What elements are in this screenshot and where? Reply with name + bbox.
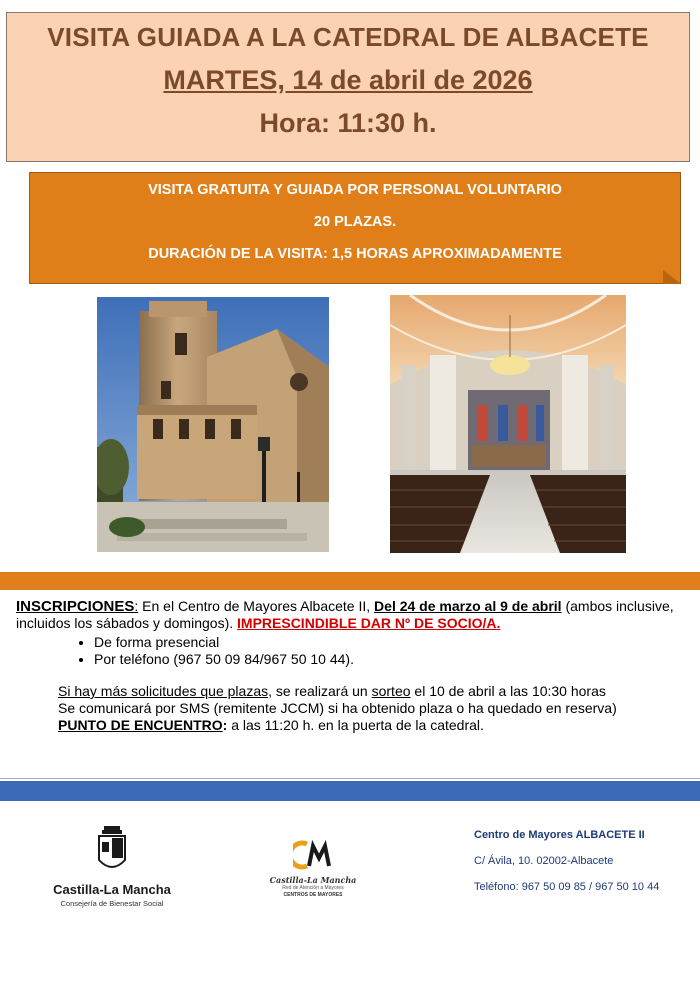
contact-address: C/ Ávila, 10. 02002-Albacete bbox=[474, 855, 614, 867]
lottery-line bbox=[58, 683, 692, 700]
list-item: • De forma presencial bbox=[94, 634, 692, 651]
title-box bbox=[6, 12, 690, 162]
registration-text-b: (ambos inclusive, incluidos los sábados y domingos). bbox=[16, 598, 674, 631]
cm-name: Castilla-La Mancha bbox=[269, 875, 357, 885]
clm-name: Castilla-La Mancha bbox=[53, 882, 171, 897]
cathedral-interior-photo bbox=[390, 295, 626, 553]
coat-of-arms-icon bbox=[97, 826, 127, 874]
event-title: VISITA GUIADA A LA CATEDRAL DE ALBACETE bbox=[47, 22, 649, 52]
clm-department: Consejería de Bienestar Social bbox=[60, 899, 164, 908]
info-free-guided: VISITA GRATUITA Y GUIADA POR PERSONAL VOLUNTARIO bbox=[148, 182, 562, 198]
event-time: Hora: 11:30 h. bbox=[259, 108, 437, 138]
divider-bar-blue bbox=[0, 781, 700, 801]
registration-heading-colon: : bbox=[134, 598, 139, 614]
registration-section bbox=[16, 598, 692, 734]
cm-centers: CENTROS DE MAYORES bbox=[283, 892, 343, 898]
lottery-word: sorteo bbox=[371, 683, 411, 699]
list-item: • Por teléfono (967 50 09 84/967 50 10 44). bbox=[94, 651, 692, 668]
divider-bar-orange bbox=[0, 572, 700, 590]
contact-info bbox=[474, 829, 694, 893]
meeting-point-colon: : bbox=[222, 717, 228, 733]
cm-logo-icon bbox=[293, 838, 333, 870]
event-date: MARTES, 14 de abril de 2026 bbox=[163, 65, 533, 95]
registration-methods bbox=[16, 634, 692, 668]
sms-note: Se comunicará por SMS (remitente JCCM) si ha obtenido plaza o ha quedado en reserva) bbox=[58, 700, 617, 716]
meeting-point-text: a las 11:20 h. en la puerta de la catedral. bbox=[227, 717, 484, 733]
centros-mayores-logo bbox=[268, 838, 358, 908]
member-number-required: IMPRESCINDIBLE DAR Nº DE SOCIO/A. bbox=[237, 615, 501, 631]
cm-network: Red de Atención a Mayores bbox=[282, 885, 344, 891]
registration-dates: Del 24 de marzo al 9 de abril bbox=[374, 598, 562, 614]
page-fold-corner bbox=[663, 270, 681, 284]
lottery-info bbox=[58, 683, 692, 734]
registration-paragraph bbox=[16, 598, 692, 632]
meeting-point bbox=[58, 717, 692, 734]
registration-heading: INSCRIPCIONES bbox=[16, 598, 135, 615]
lottery-date: el 10 de abril a las 10:30 horas bbox=[410, 683, 606, 699]
registration-text-a: En el Centro de Mayores Albacete II, bbox=[138, 598, 375, 614]
meeting-point-label: PUNTO DE ENCUENTRO bbox=[58, 717, 223, 733]
info-box bbox=[29, 172, 681, 284]
lottery-condition: Si hay más solicitudes que plazas bbox=[58, 683, 269, 699]
castilla-la-mancha-logo bbox=[52, 826, 172, 916]
info-places: 20 PLAZAS. bbox=[313, 214, 397, 230]
cathedral-exterior-photo bbox=[97, 297, 329, 552]
divider-line bbox=[0, 778, 700, 779]
contact-center-name: Centro de Mayores ALBACETE II bbox=[474, 829, 645, 841]
lottery-text: , se realizará un bbox=[268, 683, 372, 699]
contact-phone: Teléfono: 967 50 09 85 / 967 50 10 44 bbox=[474, 881, 660, 893]
info-duration: DURACIÓN DE LA VISITA: 1,5 HORAS APROXIMADAMENTE bbox=[148, 246, 562, 262]
